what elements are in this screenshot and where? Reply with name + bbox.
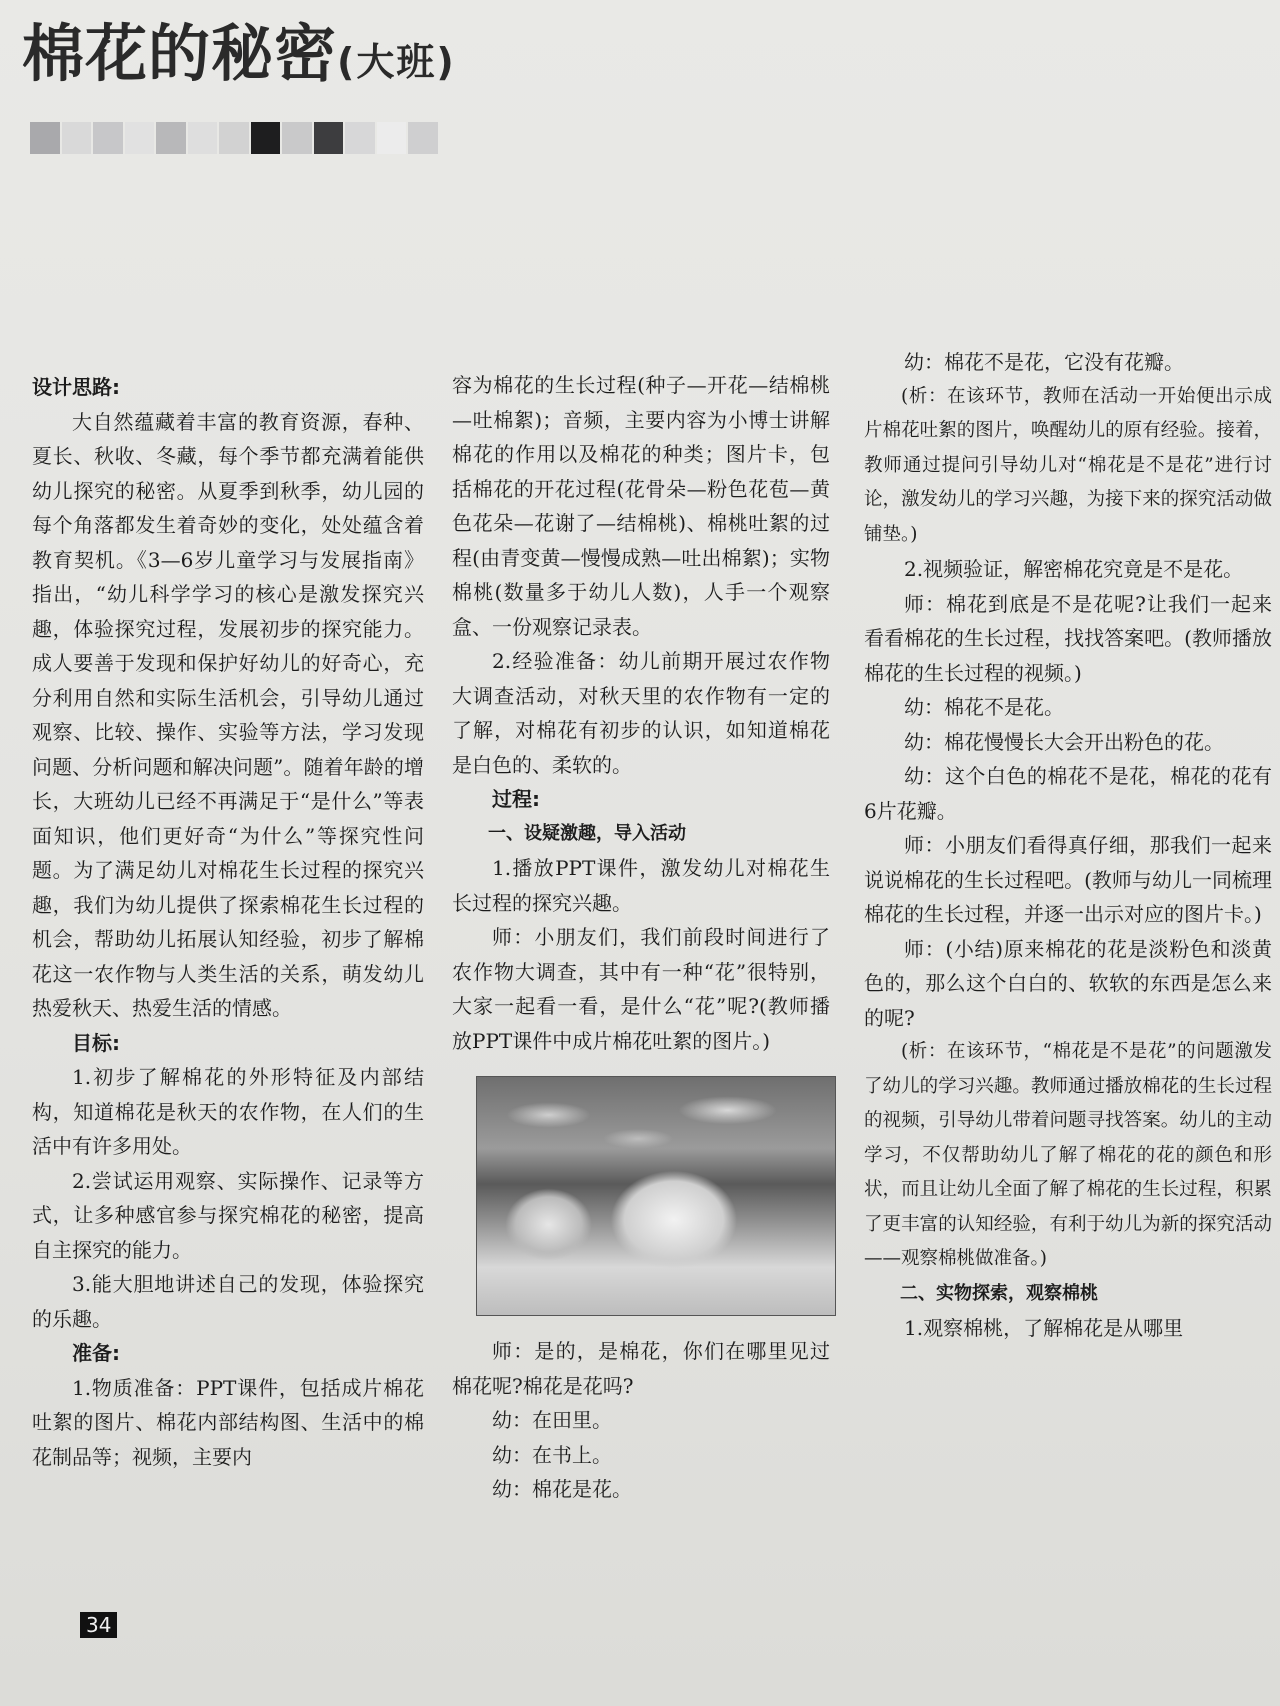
paragraph: 1.物质准备：PPT课件，包括成片棉花吐絮的图片、棉花内部结构图、生活中的棉花制品等；视频，主要内 <box>32 1375 424 1469</box>
paragraph: 师：小朋友们看得真仔细，那我们一起来说说棉花的生长过程吧。(教师与幼儿一同梳理棉花的生长过程，并逐一出示对应的图片卡。) <box>864 833 1272 926</box>
paragraph: 大自然蕴藏着丰富的教育资源，春种、夏长、秋收、冬藏，每个季节都充满着能供幼儿探究的秘密。从夏季到秋季，幼儿园的每个角落都发生着奇妙的变化，处处蕴含着教育契机。《3—6岁儿童学习与发展指南》指出，“幼儿科学学习的核心是激发探究兴趣，体验探究过程，发展初步的探究能力。成人要善于发现和保护好幼儿的好奇心，充分利用自然和实际生活机会，引导幼儿通过观察、比较、操作、实验等方法，学习发现问题、分析问题和解决问题”。随着年龄的增长，大班幼儿已经不再满足于“是什么”等表面知识，他们更好奇“为什么”等探究性问题。为了满足幼儿对棉花生长过程的探究兴趣，我们为幼儿提供了探索棉花生长过程的机会，帮助幼儿拓展认知经验，初步了解棉花这一农作物与人类生活的关系，萌发幼儿热爱秋天、热爱生活的情感。 <box>32 409 424 1020</box>
paragraph: 幼：这个白色的棉花不是花，棉花的花有6片花瓣。 <box>864 764 1272 823</box>
title-suffix: (大班) <box>337 40 456 84</box>
paragraph: 1.观察棉桃，了解棉花是从哪里 <box>904 1316 1184 1340</box>
paragraph: 1.播放PPT课件，激发幼儿对棉花生长过程的探究兴趣。 <box>452 856 830 915</box>
page-number: 34 <box>80 1612 117 1638</box>
paragraph: 幼：在书上。 <box>492 1442 612 1467</box>
author-pixelated-redaction <box>30 122 440 154</box>
paragraph: (析：在该环节，“棉花是不是花”的问题激发了幼儿的学习兴趣。教师通过播放棉花的生长过程的视频，引导幼儿带着问题寻找答案。幼儿的主动学习，不仅帮助幼儿了解了棉花的花的颜色和形状，而且让幼儿全面了解了棉花的生长过程，积累了更丰富的认知经验，有利于幼儿为新的探究活动——观察棉桃做准备。) <box>864 1041 1272 1269</box>
paragraph: 幼：棉花是花。 <box>492 1477 632 1501</box>
paragraph: 幼：棉花不是花，它没有花瓣。 <box>904 350 1184 374</box>
paragraph: 师：(小结)原来棉花的花是淡粉色和淡黄色的，那么这个白白的、软软的东西是怎么来的呢? <box>864 936 1272 1030</box>
paragraph: 幼：棉花慢慢长大会开出粉色的花。 <box>904 729 1224 754</box>
paragraph: 幼：在田里。 <box>492 1408 612 1432</box>
paragraph: 师：是的，是棉花，你们在哪里见过棉花呢?棉花是花吗? <box>452 1339 830 1398</box>
column-right <box>864 345 1272 1346</box>
column-middle <box>452 368 830 1507</box>
paragraph: 准备: <box>72 1341 120 1365</box>
paragraph: 师：棉花到底是不是花呢?让我们一起来看看棉花的生长过程，找找答案吧。(教师播放棉花的生长过程的视频。) <box>864 591 1272 685</box>
paragraph: 2.视频验证，解密棉花究竟是不是花。 <box>904 557 1244 581</box>
column-middle-bottom <box>452 1334 830 1507</box>
title-main: 棉花的秘密 <box>22 17 338 90</box>
paragraph: 2.尝试运用观察、实际操作、记录等方式，让多种感官参与探究棉花的秘密，提高自主探究的能力。 <box>32 1168 424 1262</box>
paragraph: 师：小朋友们，我们前段时间进行了农作物大调查，其中有一种“花”很特别，大家一起看一看，是什么“花”呢?(教师播放PPT课件中成片棉花吐絮的图片。) <box>452 925 830 1053</box>
paragraph: 设计思路: <box>32 375 120 399</box>
paragraph: 幼：棉花不是花。 <box>904 695 1064 719</box>
paragraph: 目标: <box>72 1030 120 1055</box>
paragraph: 1.初步了解棉花的外形特征及内部结构，知道棉花是秋天的农作物，在人们的生活中有许多用处。 <box>32 1065 424 1158</box>
paragraph: 一、设疑激趣，导入活动 <box>488 822 686 844</box>
paragraph: 过程: <box>492 787 540 811</box>
paragraph: 3.能大胆地讲述自己的发现，体验探究的乐趣。 <box>32 1272 424 1331</box>
photo-clouds <box>477 1077 835 1172</box>
paragraph: 2.经验准备：幼儿前期开展过农作物大调查活动，对秋天里的农作物有一定的了解，对棉花有初步的认识，如知道棉花是白色的、柔软的。 <box>452 649 830 777</box>
column-middle-top <box>452 368 830 1058</box>
paragraph: 二、实物探索，观察棉桃 <box>900 1282 1098 1304</box>
article-title <box>22 18 456 89</box>
cotton-field-photo <box>476 1076 836 1316</box>
column-left <box>32 370 424 1474</box>
paragraph: (析：在该环节，教师在活动一开始便出示成片棉花吐絮的图片，唤醒幼儿的原有经验。接着，教师通过提问引导幼儿对“棉花是不是花”进行讨论，激发幼儿的学习兴趣，为接下来的探究活动做铺垫。) <box>864 385 1272 545</box>
paragraph: 容为棉花的生长过程(种子—开花—结棉桃—吐棉絮)；音频，主要内容为小博士讲解棉花的作用以及棉花的种类；图片卡，包括棉花的开花过程(花骨朵—粉色花苞—黄色花朵—花谢了—结棉桃)、棉桃吐絮的过程(由青变黄—慢慢成熟—吐出棉絮)；实物棉桃(数量多于幼儿人数)，人手一个观察盒、一份观察记录表。 <box>452 373 830 639</box>
